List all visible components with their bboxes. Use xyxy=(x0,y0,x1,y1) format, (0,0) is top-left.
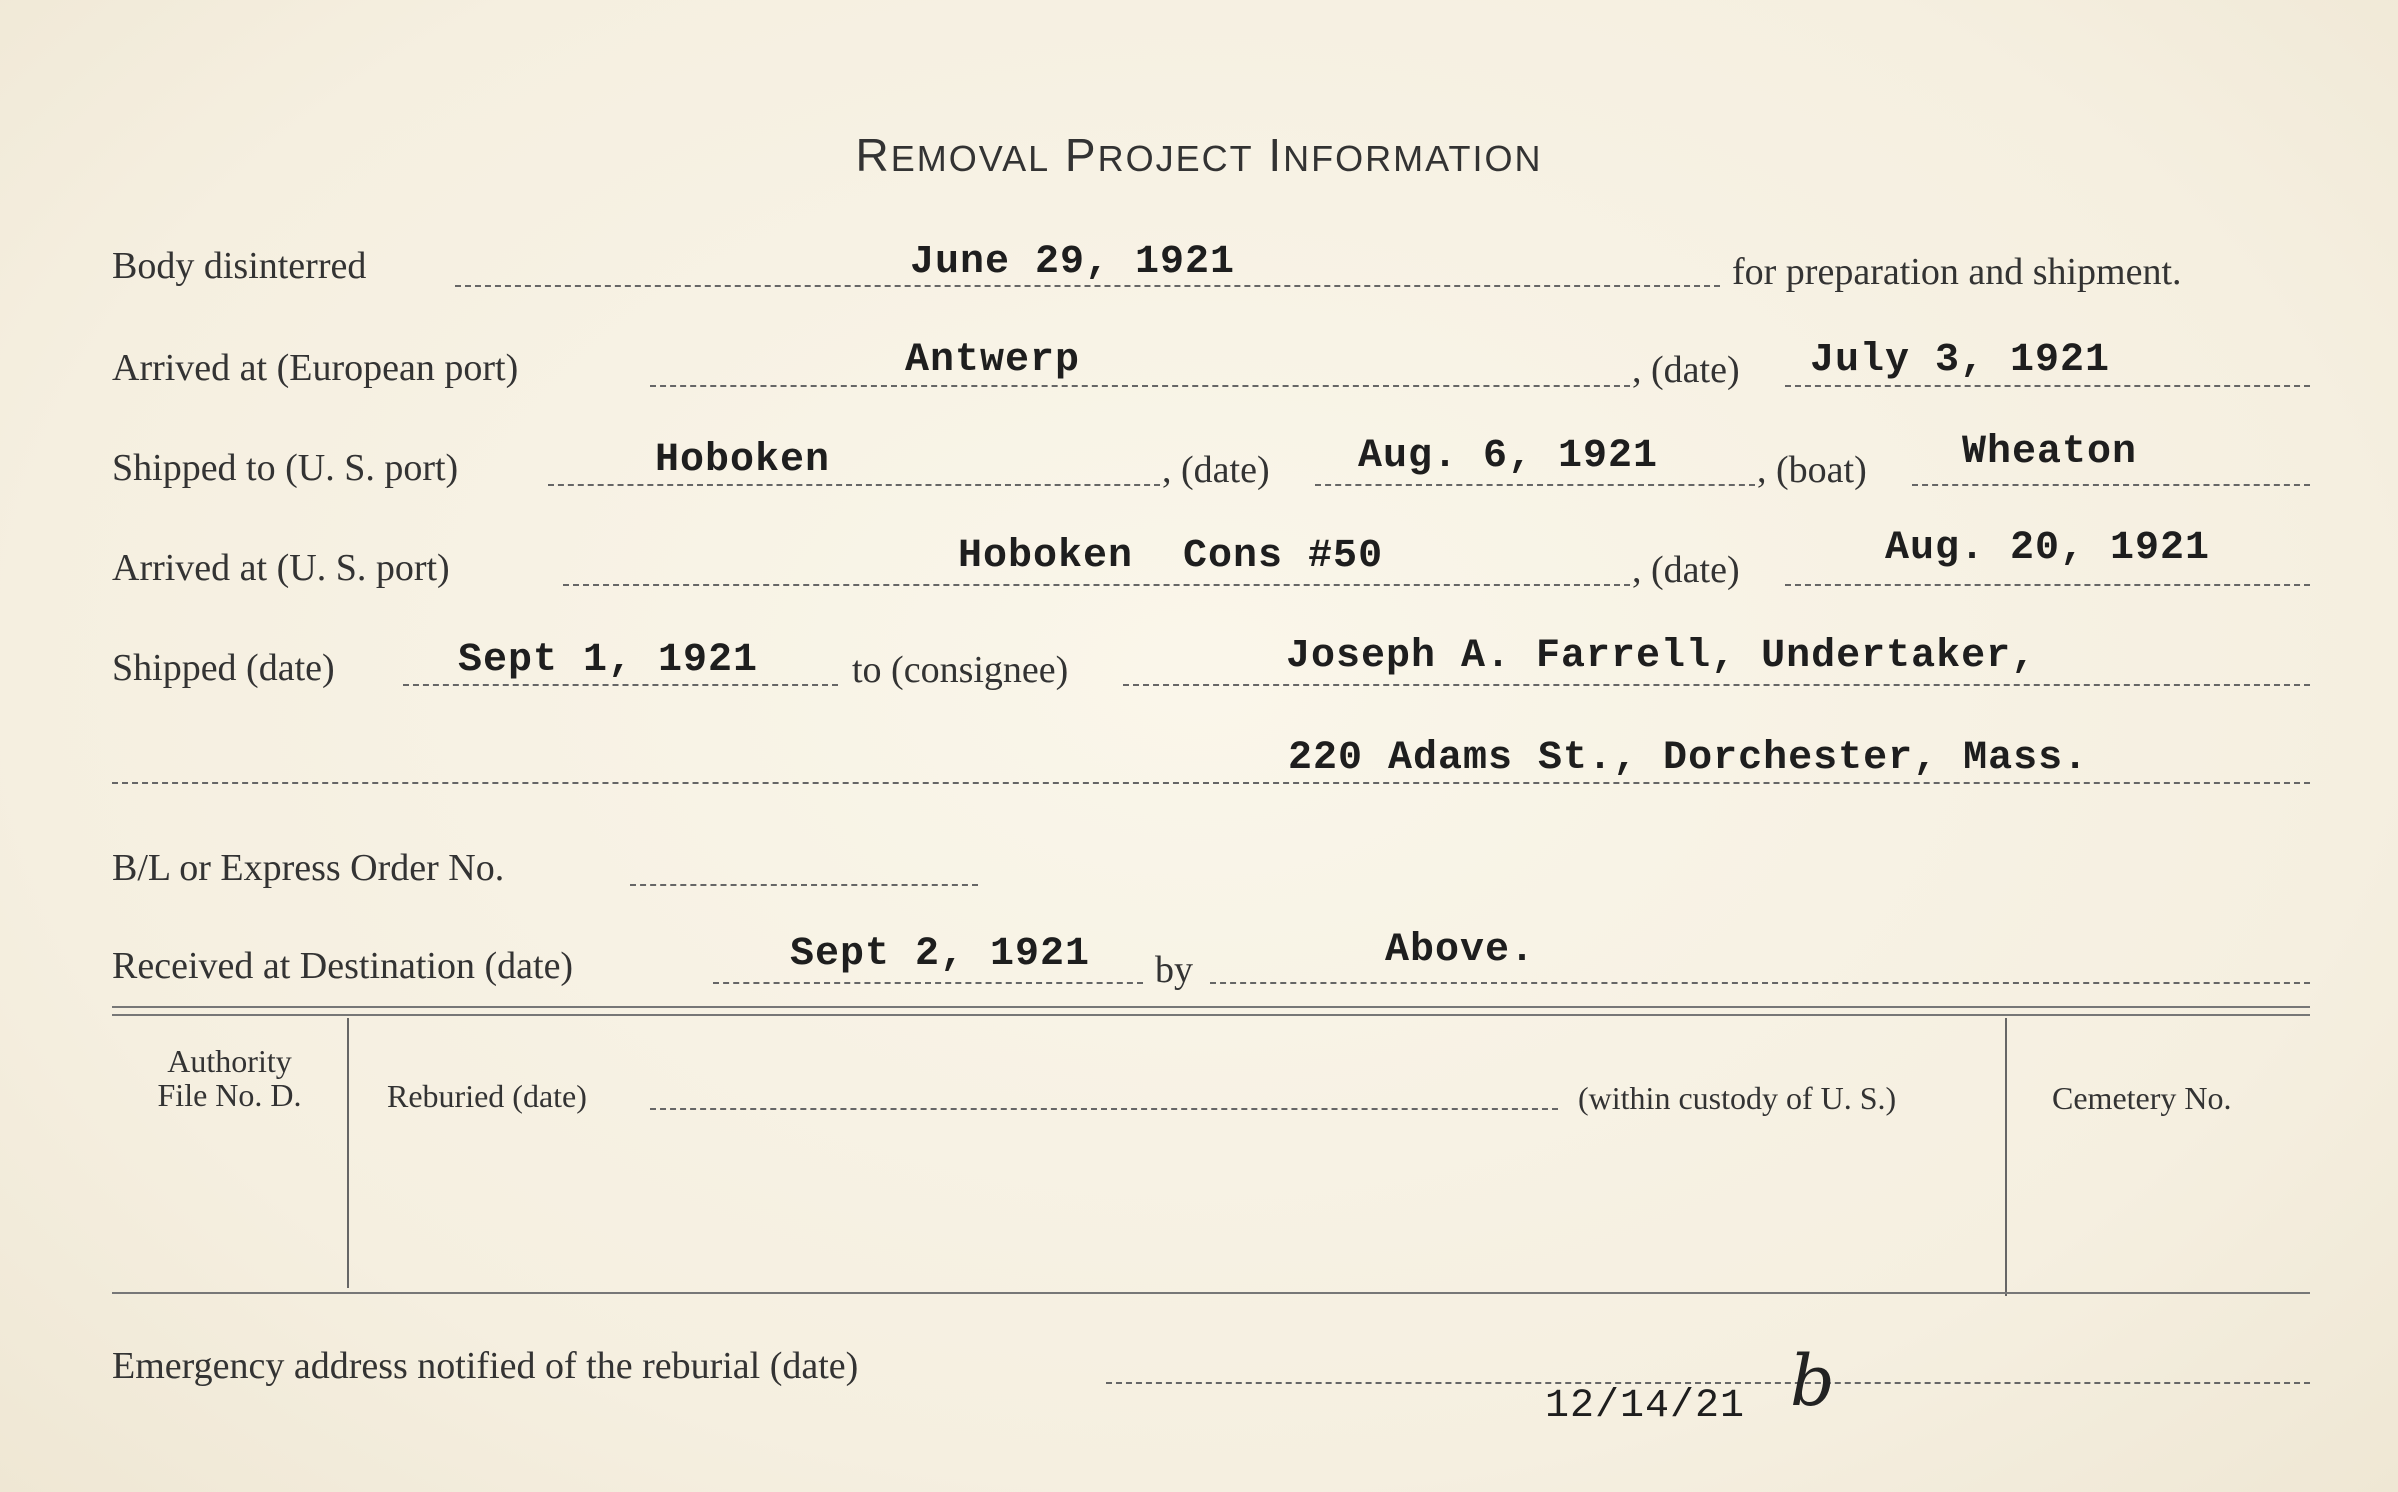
cemetery-no-label: Cemetery No. xyxy=(2052,1080,2232,1116)
received-by-value: Above. xyxy=(1385,928,1536,973)
authority-file-label xyxy=(112,1044,347,1112)
arrived-european-date-label: , (date) xyxy=(1632,349,1740,391)
shipped-to-us-port-line xyxy=(548,484,1160,486)
page-title xyxy=(0,128,2398,182)
consignee-name-value: Joseph A. Farrell, Undertaker, xyxy=(1286,634,2037,679)
reburied-date-label: Reburied (date) xyxy=(387,1078,587,1114)
custody-label: (within custody of U. S.) xyxy=(1578,1080,1897,1116)
title-word: ROJECT xyxy=(1097,138,1254,179)
handwritten-initial: b xyxy=(1790,1340,1835,1422)
title-initial: P xyxy=(1064,129,1098,181)
consignee-address-line xyxy=(112,782,2310,784)
arrived-european-port-label: Arrived at (European port) xyxy=(112,347,519,389)
received-destination-label: Received at Destination (date) xyxy=(112,945,574,987)
consignee-line xyxy=(1123,684,2310,686)
title-initial: I xyxy=(1268,129,1284,181)
consignee-label: to (consignee) xyxy=(852,649,1069,691)
title-word: NFORMATION xyxy=(1283,138,1543,179)
bl-express-order-line xyxy=(630,884,978,886)
arrived-us-port-line xyxy=(563,584,1630,586)
arrived-us-date-line xyxy=(1785,584,2310,586)
body-disinterred-label: Body disinterred xyxy=(112,245,367,287)
arrived-european-date-value: July 3, 1921 xyxy=(1810,338,2111,383)
arrived-us-date-label: , (date) xyxy=(1632,549,1740,591)
title-word: EMOVAL xyxy=(890,138,1051,179)
authority-label: Authority xyxy=(167,1043,292,1079)
arrived-european-date-line xyxy=(1785,385,2310,387)
box-divider-left xyxy=(347,1018,349,1288)
received-destination-value: Sept 2, 1921 xyxy=(790,932,1091,977)
arrived-us-port-value: Hoboken Cons #50 xyxy=(958,534,1384,579)
arrived-us-port-label: Arrived at (U. S. port) xyxy=(112,547,450,589)
preparation-shipment-label: for preparation and shipment. xyxy=(1732,251,2182,293)
emergency-date-value: 12/14/21 xyxy=(1545,1384,1746,1429)
shipped-to-us-port-label: Shipped to (U. S. port) xyxy=(112,447,459,489)
received-by-line xyxy=(1210,982,2310,984)
received-by-label: by xyxy=(1155,949,1193,991)
received-destination-line xyxy=(713,982,1143,984)
title-initial: R xyxy=(855,129,891,181)
boat-value: Wheaton xyxy=(1962,430,2138,475)
reburied-date-line xyxy=(650,1108,1558,1110)
shipped-to-date-value: Aug. 6, 1921 xyxy=(1358,434,1659,479)
consignee-address-value: 220 Adams St., Dorchester, Mass. xyxy=(1288,736,2089,781)
box-top-rule-1 xyxy=(112,1006,2310,1008)
body-disinterred-line xyxy=(455,285,1720,287)
shipped-to-date-label: , (date) xyxy=(1162,449,1270,491)
bl-express-order-label: B/L or Express Order No. xyxy=(112,847,505,889)
arrived-european-port-value: Antwerp xyxy=(905,338,1081,383)
box-bottom-rule xyxy=(112,1292,2310,1294)
file-no-label: File No. D. xyxy=(157,1077,302,1113)
shipped-to-date-line xyxy=(1315,484,1755,486)
arrived-european-port-line xyxy=(650,385,1630,387)
shipped-to-us-port-value: Hoboken xyxy=(655,438,831,483)
shipped-date-value: Sept 1, 1921 xyxy=(458,638,759,683)
shipped-date-line xyxy=(403,684,838,686)
emergency-address-label: Emergency address notified of the reburial (date) xyxy=(112,1345,859,1387)
shipped-date-label: Shipped (date) xyxy=(112,647,335,689)
arrived-us-date-value: Aug. 20, 1921 xyxy=(1885,526,2211,571)
box-divider-right xyxy=(2005,1018,2007,1296)
boat-line xyxy=(1912,484,2310,486)
box-top-rule-2 xyxy=(112,1014,2310,1016)
body-disinterred-value: June 29, 1921 xyxy=(910,240,1236,285)
boat-label: , (boat) xyxy=(1757,449,1867,491)
